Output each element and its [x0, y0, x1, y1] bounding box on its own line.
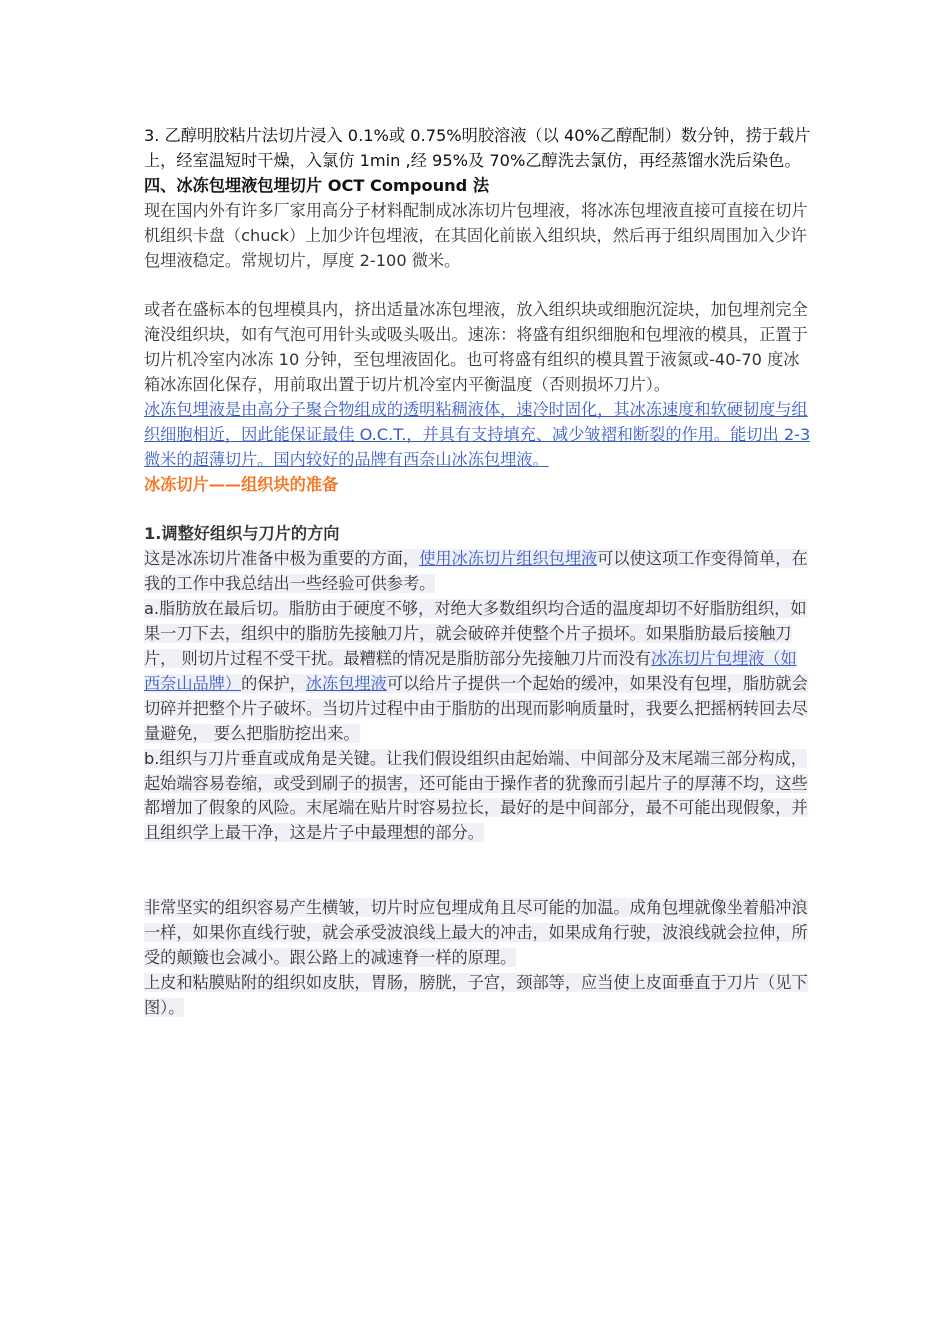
paragraph-orientation-intro: [144, 547, 812, 597]
paragraph-gelatin-method: [144, 124, 812, 174]
heading-text: 四、冰冻包埋液包埋切片 OCT Compound 法: [144, 175, 490, 195]
paragraph-text: 非常坚实的组织容易产生横皱，切片时应包埋成角且尽可能的加温。成角包埋就像坐着船冲浪一样，如果你直线行驶，就会承受波浪线上最大的冲击，如果成角行驶，波浪线就会拉伸，所受的颠簸也会减小。跟公路上的减速脊一样的原理。: [144, 898, 808, 967]
paragraph-text: 或者在盛标本的包埋模具内，挤出适量冰冻包埋液，放入组织块或细胞沉淀块，加包埋剂完全淹没组织块，如有气泡可用针头或吸头吸出。速冻：将盛有组织细胞和包埋液的模具，正置于切片机冷室内冰冻 10 分钟，至包埋液固化。也可将盛有组织的模具置于液氮或-40-70 度冰箱冰冻固化保存，用前取出置于切片机冷室内平衡温度（否则损坏刀片）。: [144, 300, 808, 395]
section-title-tissue-prep: [144, 473, 812, 498]
oct-medium-link[interactable]: 冰冻包埋液: [305, 673, 387, 693]
paragraph-text: a.脂肪放在最后切。脂肪由于硬度不够，对绝大多数组织均合适的温度却切不好脂肪组织，如果一刀下去，组织中的脂肪先接触刀片，就会破碎并使整个片子损坏。如果脂肪最后接触刀片， 则切片过程不受干扰。最糟糕的情况是脂肪部分先接触刀片而没有: [144, 599, 807, 668]
paragraph-text: 可以使这项工作变得简单，在我的工作中我总结出一些经验可供参考。: [144, 549, 808, 594]
subheading-orientation: [144, 522, 812, 547]
paragraph-text: 这是冰冻切片准备中极为重要的方面，: [144, 549, 420, 569]
paragraph-mold-embedding: [144, 298, 812, 398]
spacer: [144, 846, 812, 896]
paragraph-oct-intro: [144, 199, 812, 274]
paragraph-blade-angle: [144, 747, 812, 847]
section-heading-oct: [144, 174, 812, 199]
orange-title-text: 冰冻切片——组织块的准备: [144, 474, 339, 494]
oct-brand-link[interactable]: 冰冻切片包埋液（如西奈山品牌）: [144, 649, 797, 693]
embedding-medium-link[interactable]: 使用冰冻切片组织包埋液: [419, 549, 598, 569]
paragraph-text: b.组织与刀片垂直或成角是关键。让我们假设组织由起始端、中间部分及末尾端三部分构成，起始端容易卷缩，或受到刷子的损害，还可能由于操作者的犹豫而引起片子的厚薄不均，这些都增加了假象的风险。末尾端在贴片时容易拉长，最好的是中间部分，最不可能出现假象，并且组织学上最干净，这是片子中最理想的部分。: [144, 748, 808, 843]
paragraph-text: 可以给片子提供一个起始的缓冲，如果没有包埋，脂肪就会切碎并把整个片子破坏。当切片过程中由于脂肪的出现而影响质量时，我要么把摇柄转回去尽量避免， 要么把脂肪挖出来。: [144, 673, 808, 743]
spacer: [144, 498, 812, 523]
paragraph-fat-last: [144, 597, 812, 746]
paragraph-epithelium: [144, 971, 812, 1021]
paragraph-firm-tissue: [144, 896, 812, 971]
spacer: [144, 273, 812, 298]
paragraph-text: 上皮和粘膜贴附的组织如皮肤，胃肠，膀胱，子宫，颈部等，应当使上皮面垂直于刀片（见下图）。: [144, 972, 808, 1017]
subheading-number: 1.: [144, 524, 162, 544]
paragraph-text: 3. 乙醇明胶粘片法切片浸入 0.1%或 0.75%明胶溶液（以 40%乙醇配制）数分钟，捞于载片上，经室温短时干燥，入氯仿 1min ,经 95%及 70%乙醇洗去氯仿，再经蒸馏水洗后染色。: [144, 126, 811, 170]
paragraph-oct-description-link[interactable]: [144, 398, 812, 473]
paragraph-text: 的保护，: [241, 673, 306, 693]
subheading-text: 调整好组织与刀片的方向: [161, 524, 340, 544]
paragraph-text: 现在国内外有许多厂家用高分子材料配制成冰冻切片包埋液，将冰冻包埋液直接可直接在切片机组织卡盘（chuck）上加少许包埋液，在其固化前嵌入组织块，然后再于组织周围加入少许包埋液稳定。常规切片，厚度 2-100 微米。: [144, 200, 808, 270]
oct-description-link[interactable]: 冰冻包埋液是由高分子聚合物组成的透明粘稠液体，速冷时固化，其冰冻速度和软硬韧度与组织细胞相近，因此能保证最佳 O.C.T.，并具有支持填充、减少皱褶和断裂的作用。能切出 2-3 微米的超薄切片。国内较好的品牌有西奈山冰冻包埋液。: [144, 399, 811, 469]
document-body: [144, 124, 812, 1021]
